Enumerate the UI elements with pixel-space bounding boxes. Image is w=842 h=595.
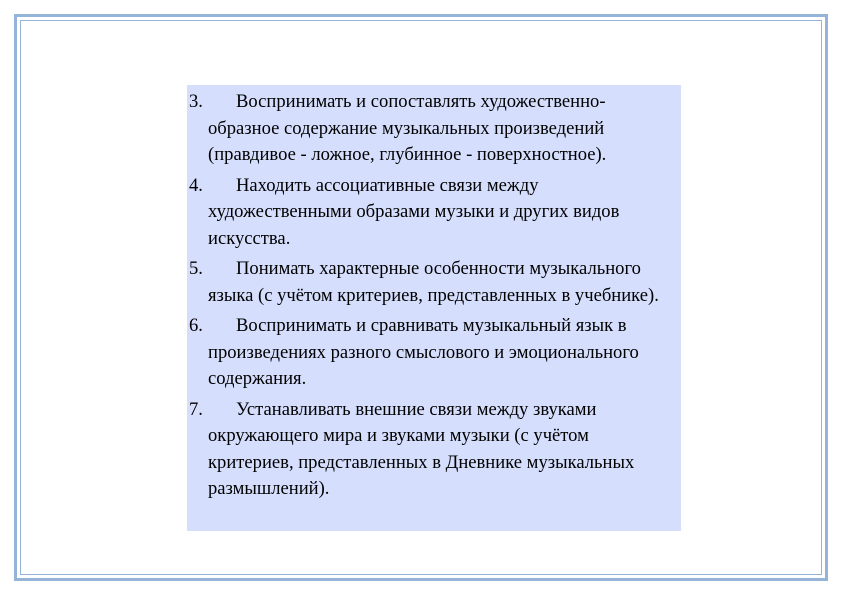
list-item: [189, 397, 673, 503]
list-item-number: 5.: [189, 258, 203, 279]
list-item-text: Устанавливать внешние связи между звуками окружающего мира и звуками музыки (с учётом критериев, представленных в Дневнике музыкальных размышлений).: [208, 398, 635, 499]
list-item-text: Находить ассоциативные связи между художественными образами музыки и других видов искусства.: [208, 174, 620, 249]
list-item: [189, 313, 673, 393]
list-item: [189, 173, 673, 253]
list-item-number: 4.: [189, 174, 203, 196]
list-item-number: 3.: [189, 91, 203, 112]
numbered-list: [187, 85, 681, 531]
list-item-number: 6.: [189, 315, 203, 336]
list-item: [189, 89, 673, 169]
list-item-number: 7.: [189, 398, 203, 420]
list-item-text: Понимать характерные особенности музыкального языка (с учётом критериев, представленных в учебнике).: [208, 258, 659, 306]
list-item: [189, 256, 673, 309]
list-item-text: Воспринимать и сравнивать музыкальный язык в произведениях разного смыслового и эмоционального содержания.: [208, 315, 639, 389]
list-item-text: Воспринимать и сопоставлять художественно-образное содержание музыкальных произведений (правдивое - ложное, глубинное - поверхностное).: [208, 91, 607, 165]
